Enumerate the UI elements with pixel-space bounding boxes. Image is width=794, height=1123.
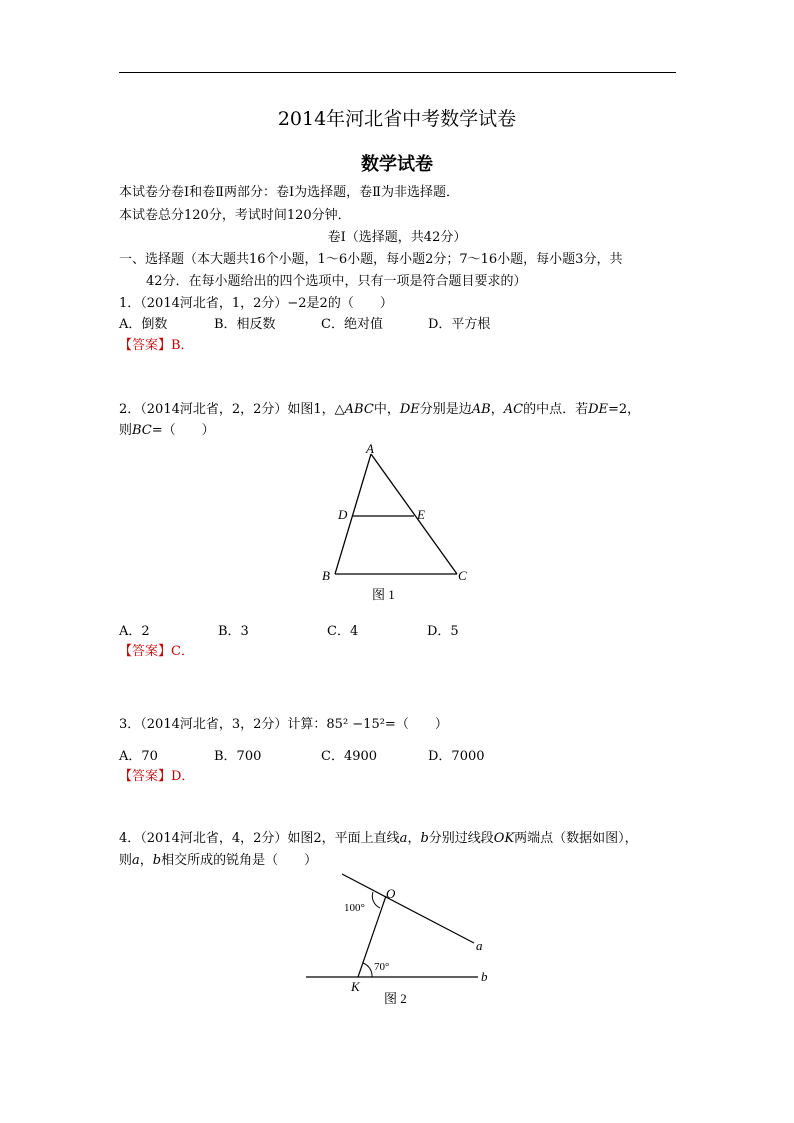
angle-label-70: 70° bbox=[374, 961, 390, 973]
label-o: O bbox=[386, 886, 396, 901]
label-a: A bbox=[366, 441, 374, 456]
q4-line-b: b bbox=[420, 831, 429, 846]
label-b: b bbox=[481, 969, 488, 984]
figure-2-caption: 图 2 bbox=[384, 991, 407, 1006]
q2-stem-line-1 bbox=[119, 398, 640, 417]
q4-stem-line-1 bbox=[119, 827, 638, 846]
q2-stem-text: =2， bbox=[608, 402, 641, 417]
q2-figure-triangle bbox=[300, 438, 500, 608]
q3-option-d: D．7000 bbox=[428, 749, 485, 764]
q1-option-c: C．绝对值 bbox=[321, 317, 383, 332]
q4-stem-text: 4．（2014河北省，4，2分）如图2，平面上直线 bbox=[119, 831, 400, 846]
q3-option-c: C．4900 bbox=[321, 749, 378, 764]
q4-stem-line-2 bbox=[119, 849, 317, 868]
q4-line-a: a bbox=[399, 831, 408, 846]
page-subtitle: 数学试卷 bbox=[361, 154, 433, 175]
q2-stem-line-2 bbox=[119, 419, 215, 438]
label-d: D bbox=[338, 507, 348, 522]
q2-option-a: A．2 bbox=[119, 624, 150, 639]
q2-triangle-abc: ABC bbox=[344, 402, 374, 417]
angle-arc-o bbox=[372, 892, 380, 908]
section-heading-line-1: 一、选择题（本大题共16个小题，1～6小题，每小题2分；7～16小题，每小题3分，共 bbox=[119, 252, 623, 267]
label-b: B bbox=[322, 568, 330, 583]
q3-option-a: A．70 bbox=[119, 749, 158, 764]
q4-stem-text: ， bbox=[139, 853, 153, 868]
angle-arc-k bbox=[363, 963, 372, 977]
intro-line-2: 本试卷总分120分，考试时间120分钟． bbox=[119, 208, 351, 223]
q2-option-c: C．4 bbox=[327, 624, 359, 639]
q2-stem-text: 2．（2014河北省，2，2分）如图1，△ bbox=[119, 402, 345, 417]
q4-stem-text: 相交所成的锐角是（ ） bbox=[161, 853, 318, 868]
q2-side-ac: AC bbox=[503, 402, 524, 417]
page-title: 2014年河北省中考数学试卷 bbox=[277, 108, 517, 130]
q2-segment-de: DE bbox=[588, 402, 609, 417]
q2-stem-text: =（ ） bbox=[151, 423, 215, 438]
q1-answer: 【答案】B． bbox=[119, 338, 194, 353]
q3-option-b: B．700 bbox=[214, 749, 262, 764]
q1-stem: 1．（2014河北省，1，2分）−2是2的（ ） bbox=[119, 296, 393, 311]
q2-side-ab: AB bbox=[471, 402, 491, 417]
section-heading-line-2: 42分．在每小题给出的四个选项中，只有一项是符合题目要求的） bbox=[146, 274, 527, 289]
q2-option-b: B．3 bbox=[218, 624, 249, 639]
q2-stem-text: 中， bbox=[373, 402, 400, 417]
label-c: C bbox=[458, 568, 467, 583]
label-k: K bbox=[351, 979, 360, 994]
q4-segment-ok: OK bbox=[493, 831, 515, 846]
q4-stem-text: 两端点（数据如图）， bbox=[514, 831, 638, 846]
volume-heading: 卷Ⅰ（选择题，共42分） bbox=[327, 230, 467, 245]
intro-line-1: 本试卷分卷Ⅰ和卷Ⅱ两部分：卷Ⅰ为选择题，卷Ⅱ为非选择题． bbox=[119, 185, 459, 200]
q2-answer: 【答案】C． bbox=[119, 644, 194, 659]
q2-option-d: D．5 bbox=[427, 624, 459, 639]
label-a: a bbox=[476, 938, 483, 953]
q2-stem-text: 则 bbox=[119, 423, 133, 438]
header-rule bbox=[119, 72, 676, 73]
q4-line-b: b bbox=[152, 853, 162, 868]
q2-stem-text: 分别是边 bbox=[419, 402, 472, 417]
q1-option-a: A．倒数 bbox=[119, 317, 168, 332]
q4-stem-text: 分别过线段 bbox=[428, 831, 494, 846]
side-ac bbox=[371, 454, 457, 574]
q4-figure-lines bbox=[300, 866, 500, 1011]
q1-option-d: D．平方根 bbox=[428, 317, 491, 332]
label-e: E bbox=[417, 507, 425, 522]
angle-label-100: 100° bbox=[344, 902, 365, 914]
q2-segment-bc: BC bbox=[132, 423, 152, 438]
q3-stem: 3．（2014河北省，3，2分）计算：85² −15²=（ ） bbox=[119, 717, 448, 732]
q3-answer: 【答案】D． bbox=[119, 769, 195, 784]
figure-1-caption: 图 1 bbox=[372, 587, 395, 602]
q4-stem-text: ， bbox=[407, 831, 421, 846]
q2-segment-de: DE bbox=[399, 402, 420, 417]
q4-line-a: a bbox=[132, 853, 140, 868]
q4-stem-text: 则 bbox=[119, 853, 133, 868]
q2-stem-text: ， bbox=[490, 402, 504, 417]
q1-option-b: B．相反数 bbox=[214, 317, 276, 332]
q2-stem-text: 的中点．若 bbox=[523, 402, 589, 417]
